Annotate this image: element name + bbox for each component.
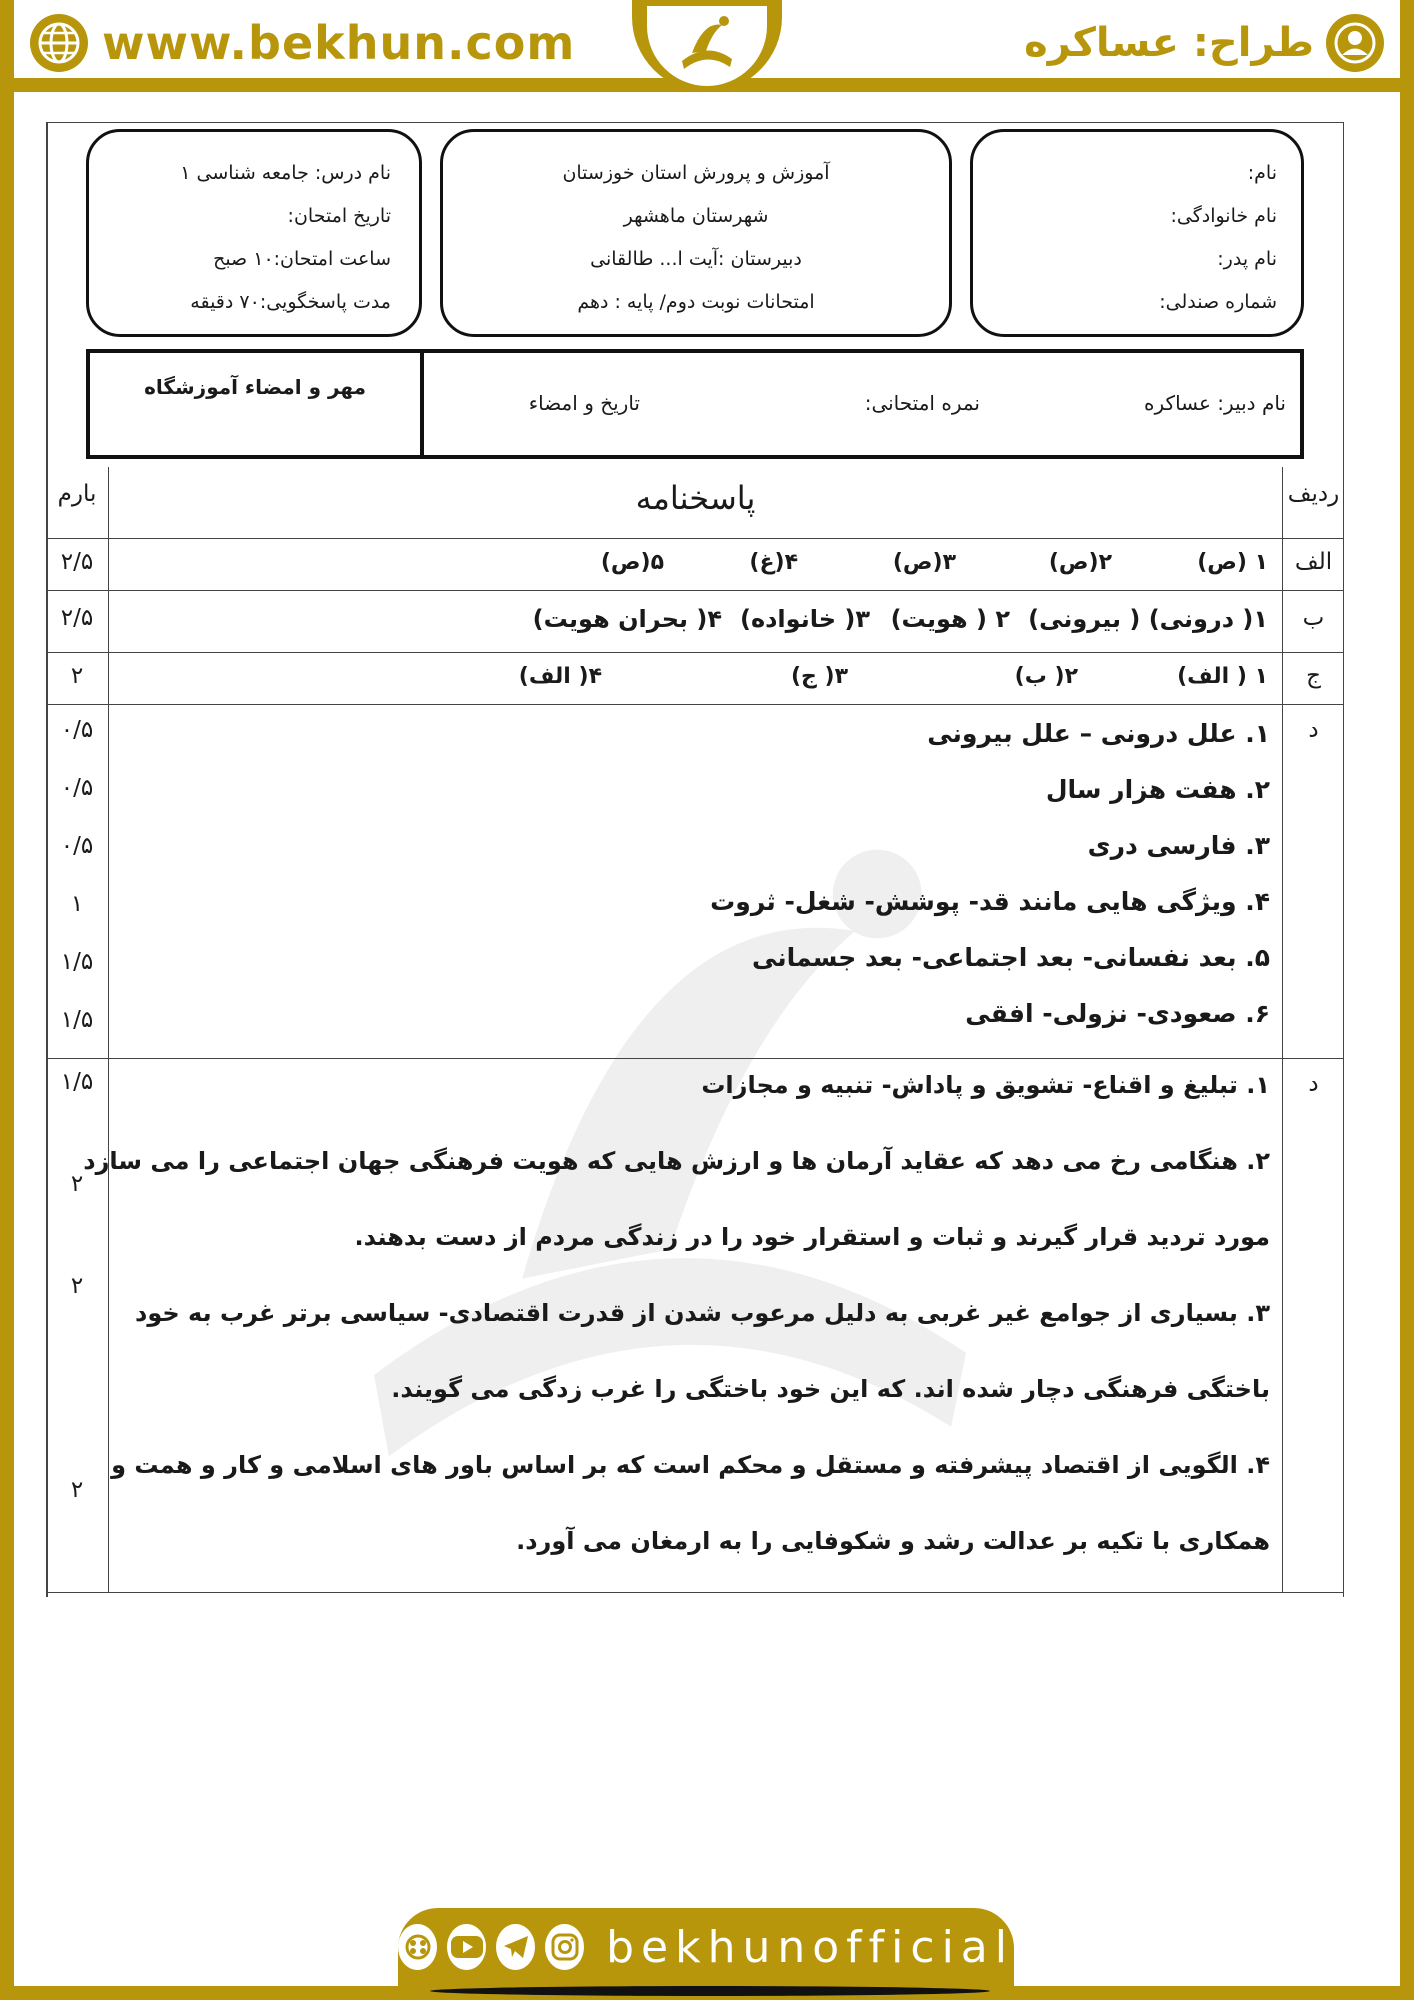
answer-item: ۲(ص) (1048, 550, 1112, 575)
answer-item: ۴( بحران هویت) (532, 605, 722, 633)
date-sign-label: تاریخ و امضاء (528, 391, 640, 415)
course-name: نام درس: جامعه شناسی ۱ (180, 162, 391, 184)
answer-item: ۲ ( هویت) (890, 605, 1010, 633)
footer-shadow (430, 1986, 990, 1996)
city-label: شهرستان ماهشهر (623, 205, 769, 227)
row-radif: د (1282, 705, 1344, 1058)
line-barem: ۱/۵ (60, 1069, 94, 1095)
line-barem: ۰/۵ (60, 717, 94, 743)
table-row (46, 1059, 1344, 1593)
row-barem: ۲/۵ (60, 549, 94, 575)
row-barem: ۲ (70, 663, 84, 689)
answer-line: مورد تردید قرار گیرند و ثبات و استقرار خود را در زندگی مردم از دست بدهند. (354, 1223, 1270, 1251)
answer-line: ۳. فارسی دری (1087, 831, 1270, 860)
book-logo-icon (662, 11, 752, 81)
answer-line: ۲. هنگامی رخ می دهد که عقاید آرمان ها و ارزش هایی که هویت فرهنگی جهان اجتماعی را می سازد (83, 1147, 1270, 1175)
exam-sheet (46, 122, 1344, 1596)
row-radif: ب (1282, 591, 1344, 652)
answer-line: ۱. تبلیغ و اقناع- تشویق و پاداش- تنبیه و مجازات (701, 1071, 1270, 1099)
student-info-box (970, 129, 1304, 337)
score-label: نمره امتحانی: (864, 391, 980, 415)
answer-item: ۱ (ص) (1197, 550, 1268, 575)
answer-item: ۴( الف) (518, 664, 602, 689)
exam-info-box (86, 129, 422, 337)
student-family-label: نام خانوادگی: (1170, 205, 1277, 227)
teacher-name: نام دبیر: عساکره (1144, 391, 1286, 415)
line-barem: ۱/۵ (60, 949, 94, 975)
answer-line: ۳. بسیاری از جوامع غیر غربی به دلیل مرعوب شدن از قدرت اقتصادی- سیاسی برتر غرب به خود (135, 1299, 1270, 1327)
student-name-label: نام: (1247, 162, 1277, 184)
exam-term-label: امتحانات نوبت دوم/ پایه : دهم (577, 291, 815, 313)
line-barem: ۱ (70, 891, 84, 917)
province-label: آموزش و پرورش استان خوزستان (562, 162, 830, 184)
answer-item: ۱( درونی) ( بیرونی) (1028, 605, 1268, 633)
line-barem: ۰/۵ (60, 775, 94, 801)
table-header-row (46, 467, 1344, 539)
answer-item: ۴(غ) (749, 550, 798, 575)
globe-icon (30, 14, 88, 72)
answer-line: ۶. صعودی- نزولی- افقی (965, 999, 1270, 1028)
table-row (46, 539, 1344, 591)
answer-item: ۵(ص) (600, 550, 664, 575)
row-barem: ۲/۵ (60, 605, 94, 631)
school-label: دبیرستان :آیت ا... طالقانی (590, 248, 802, 270)
social-handle[interactable]: bekhunofficial (606, 1921, 1014, 1973)
row-radif: الف (1282, 539, 1344, 590)
answer-line: ۴. ویژگی هایی مانند قد- پوشش- شغل- ثروت (710, 887, 1270, 916)
school-seal-label: مهر و امضاء آموزشگاه (144, 375, 366, 399)
student-father-label: نام پدر: (1217, 248, 1277, 270)
exam-date: تاریخ امتحان: (287, 205, 391, 227)
answer-sheet-title: پاسخنامه (108, 467, 1282, 538)
answer-item: ۲( ب) (1014, 664, 1078, 689)
aparat-icon[interactable] (398, 1924, 437, 1970)
answer-table (46, 467, 1344, 1593)
radif-header: ردیف (1282, 467, 1344, 538)
telegram-icon[interactable] (496, 1924, 535, 1970)
school-info-box (440, 129, 952, 337)
answer-item: ۳( ج) (790, 664, 848, 689)
answer-item: ۱ ( الف) (1177, 664, 1268, 689)
answer-line: باختگی فرهنگی دچار شده اند. که این خود باختگی را غرب زدگی می گویند. (391, 1375, 1270, 1403)
site-link[interactable] (30, 14, 575, 72)
line-barem: ۲ (70, 1171, 84, 1197)
answer-line: ۱. علل درونی – علل بیرونی (927, 719, 1270, 748)
youtube-icon[interactable] (447, 1924, 486, 1970)
seat-number-label: شماره صندلی: (1159, 291, 1277, 313)
exam-time: ساعت امتحان:۱۰ صبح (213, 248, 391, 270)
line-barem: ۲ (70, 1477, 84, 1503)
line-barem: ۲ (70, 1273, 84, 1299)
answer-item: ۳(ص) (892, 550, 956, 575)
designer-label (1024, 14, 1384, 72)
answer-line: ۵. بعد نفسانی- بعد اجتماعی- بعد جسمانی (751, 943, 1270, 972)
table-row (46, 653, 1344, 705)
user-icon (1326, 14, 1384, 72)
row-radif: د (1282, 1059, 1344, 1592)
social-footer (398, 1908, 1014, 1986)
answer-item: ۳( خانواده) (739, 605, 870, 633)
header-bar (0, 0, 1414, 92)
line-barem: ۱/۵ (60, 1007, 94, 1033)
teacher-row (86, 349, 1304, 459)
site-url: www.bekhun.com (102, 16, 576, 70)
barem-header: بارم (57, 481, 97, 507)
answer-line: ۲. هفت هزار سال (1045, 775, 1270, 804)
row-radif: ج (1282, 653, 1344, 704)
answer-line: ۴. الگویی از اقتصاد پیشرفته و مستقل و محکم است که بر اساس باور های اسلامی و کار و همت و (111, 1451, 1270, 1479)
designer-name: طراح: عساکره (1024, 20, 1314, 66)
instagram-icon[interactable] (545, 1924, 584, 1970)
table-row (46, 705, 1344, 1059)
exam-duration: مدت پاسخگویی:۷۰ دقیقه (190, 291, 391, 313)
line-barem: ۰/۵ (60, 833, 94, 859)
table-row (46, 591, 1344, 653)
answer-line: همکاری با تکیه بر عدالت رشد و شکوفایی را به ارمغان می آورد. (516, 1527, 1270, 1555)
